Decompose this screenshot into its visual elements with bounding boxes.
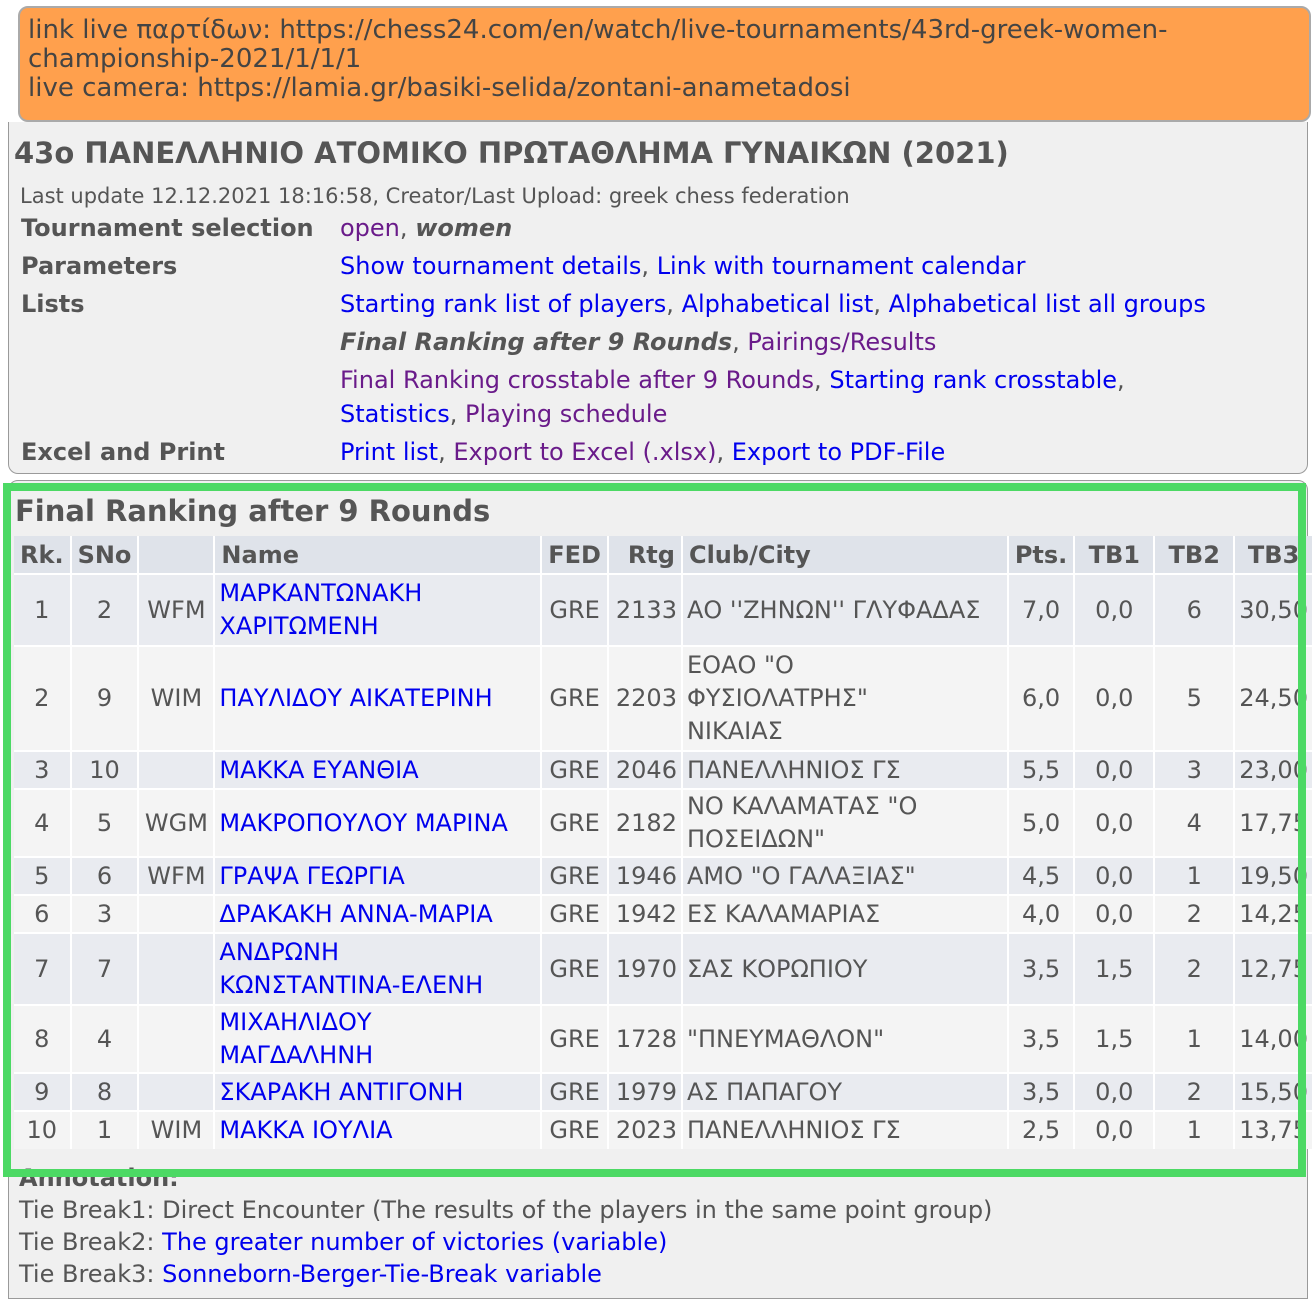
col-tb1[interactable]: TB1 <box>1074 536 1154 574</box>
table-row <box>14 1073 1313 1111</box>
name-cell[interactable] <box>214 933 541 1005</box>
club-line: ΠΑΝΕΛΛΗΝΙΟΣ ΓΣ <box>686 1116 901 1144</box>
player-name-link[interactable]: ΚΩΝΣΤΑΝΤΙΝΑ-ΕΛΕΝΗ <box>219 971 484 999</box>
points-cell: 7,0 <box>1008 574 1074 646</box>
rank-cell: 5 <box>14 857 71 895</box>
fed-cell: GRE <box>541 574 608 646</box>
player-name-link[interactable]: ΜΑΡΚΑΝΤΩΝΑΚΗ <box>219 579 423 607</box>
player-name-link[interactable]: ΠΑΥΛΙΔΟΥ ΑΙΚΑΤΕΡΙΝΗ <box>219 684 493 712</box>
tb2-cell: 6 <box>1154 574 1234 646</box>
club-line: ΠΑΝΕΛΛΗΝΙΟΣ ΓΣ <box>686 755 901 784</box>
sno-cell: 6 <box>71 857 139 895</box>
col-sno[interactable]: SNo <box>71 536 139 574</box>
col-rank[interactable]: Rk. <box>14 536 71 574</box>
ranking-title: Final Ranking after 9 Rounds <box>15 494 491 528</box>
tie-break-1 <box>19 1194 992 1226</box>
parameters-label: Parameters <box>21 252 178 280</box>
col-name[interactable]: Name <box>214 536 541 574</box>
ranking-header-row <box>14 536 1313 574</box>
col-club[interactable]: Club/City <box>682 536 1008 574</box>
club-line: "ΠΝΕΥΜΑΘΛΟΝ" <box>686 1024 885 1053</box>
sno-cell: 2 <box>71 574 139 646</box>
club-line: ΦΥΣΙΟΛΑΤΡΗΣ" <box>686 684 868 712</box>
tournament-selection-values: open, women <box>340 214 513 242</box>
tb2-link[interactable]: The greater number of victories (variable) <box>162 1228 668 1256</box>
table-row <box>14 1005 1313 1073</box>
starting-crosstable-link[interactable]: Starting rank crosstable <box>829 366 1118 394</box>
tb1-cell: 0,0 <box>1074 789 1154 857</box>
fed-cell: GRE <box>541 1111 608 1149</box>
annotation-section <box>19 1162 992 1290</box>
tb1-label: Tie Break1: <box>19 1196 155 1224</box>
banner-line-3[interactable]: live camera: https://lamia.gr/basiki-selida/zontani-anametadosi <box>28 73 851 103</box>
title-cell: WGM <box>138 789 214 857</box>
title-cell <box>138 933 214 1005</box>
rank-cell: 2 <box>14 646 71 751</box>
points-cell: 5,0 <box>1008 789 1074 857</box>
tb1-cell: 1,5 <box>1074 1005 1154 1073</box>
tb1-cell: 0,0 <box>1074 1111 1154 1149</box>
sno-cell: 4 <box>71 1005 139 1073</box>
tb3-cell: 23,00 <box>1234 751 1313 789</box>
rating-cell: 2182 <box>608 789 682 857</box>
banner-line-2[interactable]: championship-2021/1/1/1 <box>28 44 362 74</box>
alphabetical-all-link[interactable]: Alphabetical list all groups <box>888 290 1206 318</box>
tb2-cell: 4 <box>1154 789 1234 857</box>
women-current: women <box>415 214 513 242</box>
player-name-link[interactable]: ΔΡΑΚΑΚΗ ΑΝΝΑ-ΜΑΡΙΑ <box>219 899 493 928</box>
title-cell: WIM <box>138 1111 214 1149</box>
rank-cell: 8 <box>14 1005 71 1073</box>
club-line: ΣΑΣ ΚΟΡΩΠΙΟΥ <box>686 954 868 983</box>
final-crosstable-link[interactable]: Final Ranking crosstable after 9 Rounds <box>340 366 815 394</box>
print-list-link[interactable]: Print list <box>340 438 439 466</box>
tb2-cell: 3 <box>1154 751 1234 789</box>
rating-cell: 2046 <box>608 751 682 789</box>
tb3-link[interactable]: Sonneborn-Berger-Tie-Break variable <box>162 1260 602 1288</box>
fed-cell: GRE <box>541 857 608 895</box>
sno-cell: 8 <box>71 1073 139 1111</box>
last-update-text: Last update 12.12.2021 18:16:58, Creator/Last Upload: greek chess federation <box>20 184 850 208</box>
rank-cell: 3 <box>14 751 71 789</box>
tb1-cell: 0,0 <box>1074 646 1154 751</box>
club-line: ΝΙΚΑΙΑΣ <box>686 717 783 745</box>
tb3-cell: 24,50 <box>1234 646 1313 751</box>
link-calendar-link[interactable]: Link with tournament calendar <box>656 252 1026 280</box>
pairings-link[interactable]: Pairings/Results <box>747 328 937 356</box>
name-cell[interactable] <box>214 574 541 646</box>
lists-row-4: Statistics, Playing schedule <box>340 400 668 428</box>
tb2-cell: 2 <box>1154 895 1234 933</box>
club-line: ΕΣ ΚΑΛΑΜΑΡΙΑΣ <box>686 899 881 928</box>
export-pdf-link[interactable]: Export to PDF-File <box>731 438 946 466</box>
club-line: ΑΟ ''ΖΗΝΩΝ'' ΓΛΥΦΑΔΑΣ <box>686 595 981 624</box>
points-cell: 3,5 <box>1008 1005 1074 1073</box>
club-cell <box>682 1111 1008 1149</box>
rating-cell: 1728 <box>608 1005 682 1073</box>
fed-cell: GRE <box>541 646 608 751</box>
tb3-cell: 14,25 <box>1234 895 1313 933</box>
statistics-link[interactable]: Statistics <box>340 400 450 428</box>
title-cell: WFM <box>138 857 214 895</box>
title-cell <box>138 1005 214 1073</box>
title-cell: WIM <box>138 646 214 751</box>
fed-cell: GRE <box>541 933 608 1005</box>
rating-cell: 1942 <box>608 895 682 933</box>
rating-cell: 2023 <box>608 1111 682 1149</box>
col-rating[interactable]: Rtg <box>608 536 682 574</box>
rating-cell: 1970 <box>608 933 682 1005</box>
show-details-link[interactable]: Show tournament details <box>340 252 642 280</box>
club-cell <box>682 1005 1008 1073</box>
col-tb3[interactable]: TB3 <box>1234 536 1313 574</box>
table-row <box>14 789 1313 857</box>
name-cell[interactable] <box>214 1111 541 1149</box>
name-cell[interactable] <box>214 857 541 895</box>
tb3-cell: 15,50 <box>1234 1073 1313 1111</box>
table-row <box>14 574 1313 646</box>
rating-cell: 1946 <box>608 857 682 895</box>
points-cell: 5,5 <box>1008 751 1074 789</box>
player-name-link[interactable]: ΜΑΓΔΑΛΗΝΗ <box>219 1041 374 1069</box>
tb1-cell: 0,0 <box>1074 1073 1154 1111</box>
points-cell: 6,0 <box>1008 646 1074 751</box>
rating-cell: 2203 <box>608 646 682 751</box>
club-cell <box>682 933 1008 1005</box>
rating-cell: 2133 <box>608 574 682 646</box>
fed-cell: GRE <box>541 789 608 857</box>
sno-cell: 5 <box>71 789 139 857</box>
tie-break-2 <box>19 1226 992 1258</box>
tb2-cell: 2 <box>1154 1073 1234 1111</box>
col-title <box>138 536 214 574</box>
sno-cell: 3 <box>71 895 139 933</box>
player-name-link[interactable]: ΣΚΑΡΑΚΗ ΑΝΤΙΓΟΝΗ <box>219 1077 464 1106</box>
table-row <box>14 895 1313 933</box>
title-cell <box>138 895 214 933</box>
name-cell[interactable] <box>214 751 541 789</box>
player-name-link[interactable]: ΜΙΧΑΗΛΙΔΟΥ <box>219 1008 372 1036</box>
rank-cell: 10 <box>14 1111 71 1149</box>
tb3-cell: 19,50 <box>1234 857 1313 895</box>
col-fed[interactable]: FED <box>541 536 608 574</box>
rank-cell: 1 <box>14 574 71 646</box>
rating-cell: 1979 <box>608 1073 682 1111</box>
tb2-cell: 1 <box>1154 1111 1234 1149</box>
lists-row-3: Final Ranking crosstable after 9 Rounds, Starting rank crosstable, <box>340 366 1125 394</box>
rank-cell: 7 <box>14 933 71 1005</box>
table-row <box>14 857 1313 895</box>
club-line: ΑΜΟ "Ο ΓΑΛΑΞΙΑΣ" <box>686 861 916 890</box>
sno-cell: 10 <box>71 751 139 789</box>
club-line: ΑΣ ΠΑΠΑΓΟΥ <box>686 1077 843 1106</box>
points-cell: 4,0 <box>1008 895 1074 933</box>
excel-print-label: Excel and Print <box>21 438 225 466</box>
club-line: ΠΟΣΕΙΔΩΝ" <box>686 825 826 853</box>
tb2-cell: 1 <box>1154 857 1234 895</box>
points-cell: 3,5 <box>1008 1073 1074 1111</box>
club-cell <box>682 1073 1008 1111</box>
tb1-cell: 0,0 <box>1074 895 1154 933</box>
club-cell <box>682 857 1008 895</box>
rank-cell: 9 <box>14 1073 71 1111</box>
lists-row-2: Final Ranking after 9 Rounds, Pairings/Results <box>340 328 937 356</box>
fed-cell: GRE <box>541 1073 608 1111</box>
table-row <box>14 751 1313 789</box>
rank-cell: 4 <box>14 789 71 857</box>
open-link[interactable]: open <box>340 214 400 242</box>
page-title: 43o ΠΑΝΕΛΛΗΝΙΟ ΑΤΟΜΙΚΟ ΠΡΩΤΑΘΛΗΜΑ ΓΥΝΑΙΚΩΝ (2021) <box>14 136 1009 170</box>
live-links-banner <box>18 6 1311 122</box>
points-cell: 2,5 <box>1008 1111 1074 1149</box>
rank-cell: 6 <box>14 895 71 933</box>
table-row <box>14 1111 1313 1149</box>
tb3-cell: 30,50 <box>1234 574 1313 646</box>
player-name-link[interactable]: ΓΡΑΨΑ ΓΕΩΡΓΙΑ <box>219 861 405 890</box>
points-cell: 4,5 <box>1008 857 1074 895</box>
playing-schedule-link[interactable]: Playing schedule <box>465 400 668 428</box>
fed-cell: GRE <box>541 751 608 789</box>
lists-label: Lists <box>21 290 85 318</box>
club-cell <box>682 789 1008 857</box>
sno-cell: 7 <box>71 933 139 1005</box>
banner-line-1[interactable]: link live παρτίδων: https://chess24.com/en/watch/live-tournaments/43rd-greek-women- <box>28 15 1168 45</box>
name-cell[interactable] <box>214 1005 541 1073</box>
tb2-cell: 2 <box>1154 933 1234 1005</box>
final-ranking-current: Final Ranking after 9 Rounds <box>340 328 733 356</box>
tie-break-3 <box>19 1258 992 1290</box>
annotation-title: Annotation: <box>19 1164 179 1192</box>
tb3-cell: 13,75 <box>1234 1111 1313 1149</box>
tb1-cell: 0,0 <box>1074 857 1154 895</box>
name-cell[interactable] <box>214 1073 541 1111</box>
tb2-label: Tie Break2: <box>19 1228 155 1256</box>
tb1-text: Direct Encounter (The results of the players in the same point group) <box>162 1196 993 1224</box>
tb2-cell: 1 <box>1154 1005 1234 1073</box>
title-cell: WFM <box>138 574 214 646</box>
points-cell: 3,5 <box>1008 933 1074 1005</box>
tb1-cell: 0,0 <box>1074 574 1154 646</box>
lists-row-1: Starting rank list of players, Alphabetical list, Alphabetical list all groups <box>340 290 1206 318</box>
excel-print-values: Print list, Export to Excel (.xlsx), Export to PDF-File <box>340 438 946 466</box>
title-cell <box>138 751 214 789</box>
player-name-link[interactable]: ΧΑΡΙΤΩΜΕΝΗ <box>219 612 379 640</box>
player-name-link[interactable]: ΑΝΔΡΩΝΗ <box>219 938 340 966</box>
sno-cell: 1 <box>71 1111 139 1149</box>
player-name-link[interactable]: ΜΑΚΚΑ ΙΟΥΛΙΑ <box>219 1116 393 1144</box>
club-cell <box>682 574 1008 646</box>
starting-rank-link[interactable]: Starting rank list of players <box>340 290 667 318</box>
sno-cell: 9 <box>71 646 139 751</box>
fed-cell: GRE <box>541 1005 608 1073</box>
tb3-cell: 14,00 <box>1234 1005 1313 1073</box>
tb1-cell: 1,5 <box>1074 933 1154 1005</box>
tournament-selection-label: Tournament selection <box>21 214 314 242</box>
club-cell <box>682 895 1008 933</box>
name-cell[interactable] <box>214 789 541 857</box>
tb3-cell: 17,75 <box>1234 789 1313 857</box>
name-cell[interactable] <box>214 895 541 933</box>
export-excel-link[interactable]: Export to Excel (.xlsx) <box>453 438 717 466</box>
player-name-link[interactable]: ΜΑΚΚΑ ΕΥΑΝΘΙΑ <box>219 755 419 784</box>
ranking-table <box>14 536 1314 1149</box>
table-row <box>14 646 1313 751</box>
col-points[interactable]: Pts. <box>1008 536 1074 574</box>
tb3-label: Tie Break3: <box>19 1260 155 1288</box>
parameters-values: Show tournament details, Link with tournament calendar <box>340 252 1026 280</box>
fed-cell: GRE <box>541 895 608 933</box>
player-name-link[interactable]: ΜΑΚΡΟΠΟΥΛΟΥ ΜΑΡΙΝΑ <box>219 808 508 837</box>
col-tb2[interactable]: TB2 <box>1154 536 1234 574</box>
table-row <box>14 933 1313 1005</box>
club-cell <box>682 751 1008 789</box>
tb1-cell: 0,0 <box>1074 751 1154 789</box>
tb3-cell: 12,75 <box>1234 933 1313 1005</box>
club-line: ΕΟΑΟ "Ο <box>686 651 794 679</box>
name-cell[interactable] <box>214 646 541 751</box>
club-line: ΝΟ ΚΑΛΑΜΑΤΑΣ "Ο <box>686 792 918 820</box>
alphabetical-link[interactable]: Alphabetical list <box>681 290 874 318</box>
title-cell <box>138 1073 214 1111</box>
club-cell <box>682 646 1008 751</box>
tb2-cell: 5 <box>1154 646 1234 751</box>
